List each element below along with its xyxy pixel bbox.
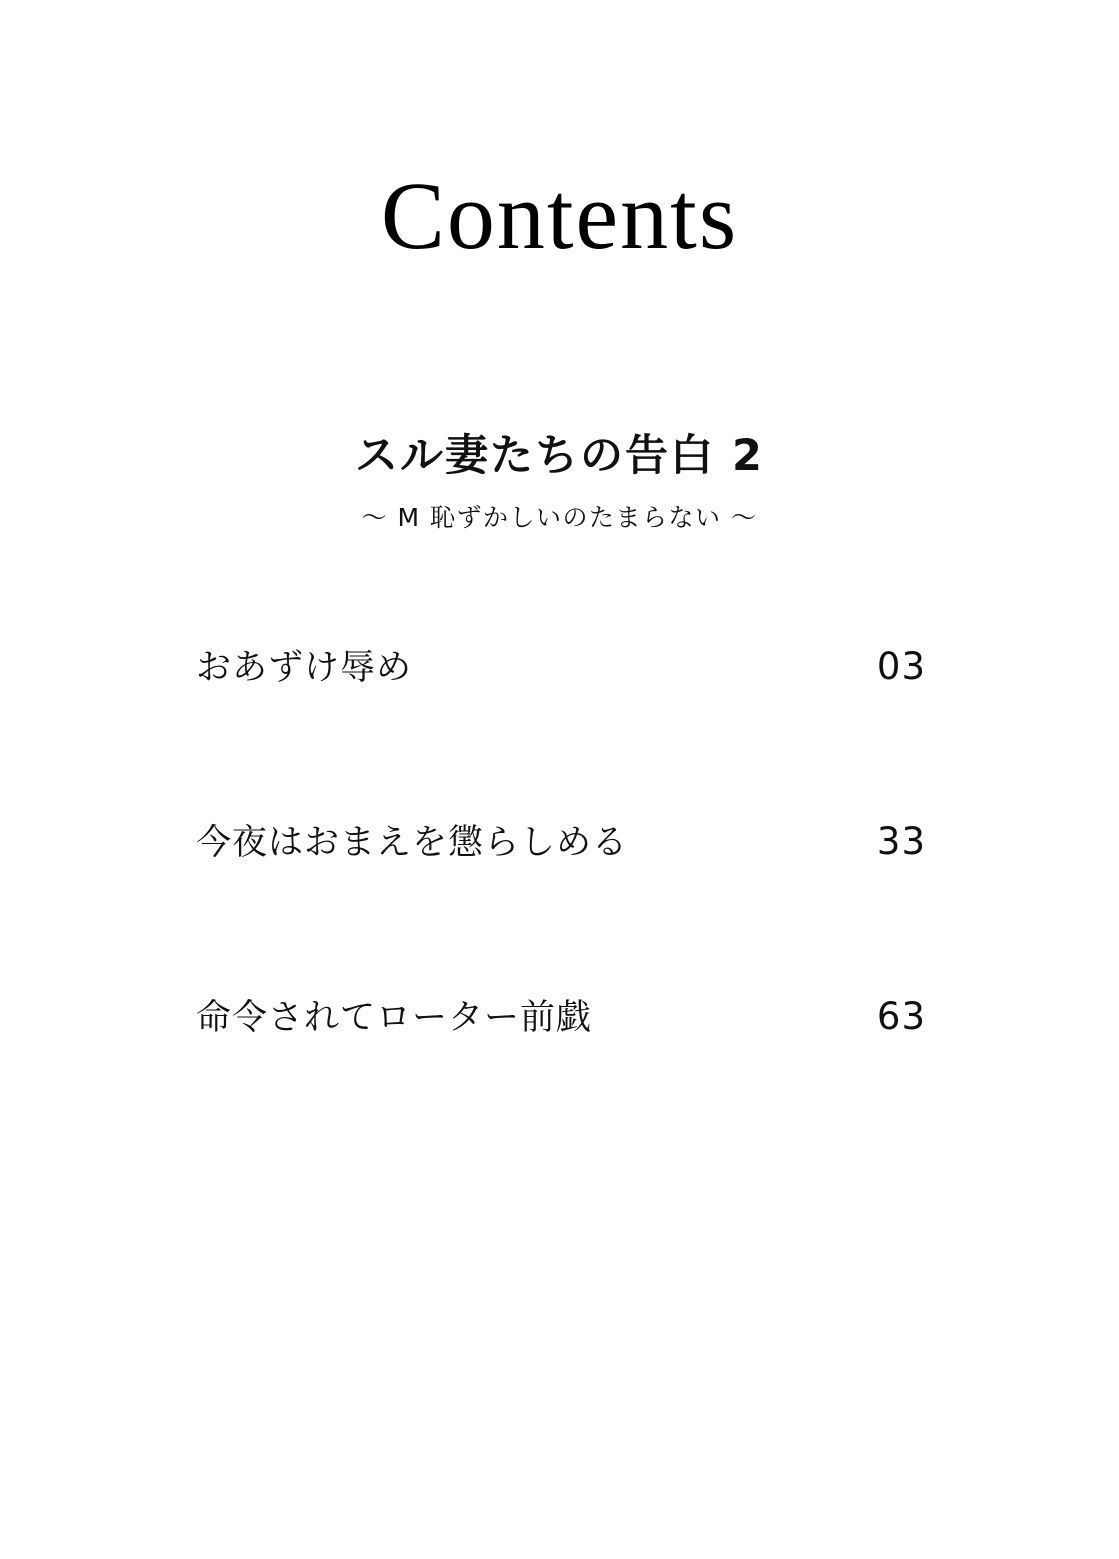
toc-leader: [654, 902, 846, 903]
book-title: スル妻たちの告白 2: [355, 431, 764, 481]
toc-leader-dots: [654, 902, 846, 903]
toc-leader-dots: [438, 727, 846, 728]
table-of-contents: [196, 640, 926, 1165]
toc-entry-page-number: 63: [876, 995, 926, 1038]
toc-entry-page-number: 33: [876, 820, 926, 863]
toc-leader-dots: [618, 1077, 846, 1078]
toc-leader: [618, 1077, 846, 1078]
toc-entry-title: 今夜はおまえを懲らしめる: [196, 823, 629, 863]
toc-entry[interactable]: [196, 990, 926, 1165]
toc-entry[interactable]: [196, 815, 926, 990]
toc-entry[interactable]: [196, 640, 926, 815]
book-title-block: [0, 430, 1119, 534]
toc-entry-title: おあずけ辱め: [196, 648, 413, 688]
toc-entry-title: 命令されてローター前戯: [196, 998, 593, 1038]
toc-leader: [438, 727, 846, 728]
toc-entry-page-number: 03: [876, 645, 926, 688]
book-subtitle: 〜 M 恥ずかしいのたまらない 〜: [361, 502, 758, 532]
page-title: Contents: [380, 162, 739, 269]
